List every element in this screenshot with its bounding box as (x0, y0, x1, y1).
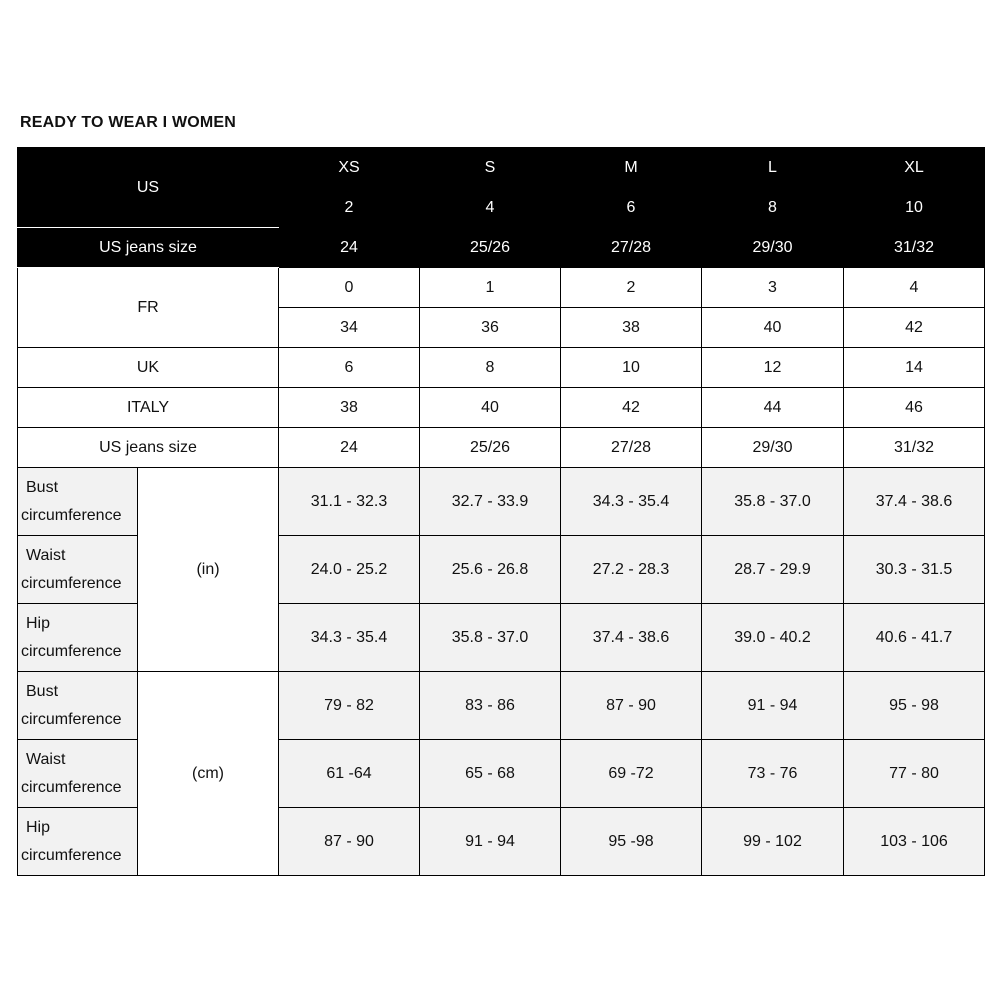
size-cell: 40 (702, 308, 844, 348)
measure-label-bust (18, 468, 138, 536)
row-us-jeans (18, 428, 985, 468)
measure-cell: 87 - 90 (279, 808, 420, 876)
size-cell: 3 (702, 268, 844, 308)
size-cell: 40 (420, 388, 561, 428)
measure-cell: 39.0 - 40.2 (702, 604, 844, 672)
row-label-us-jeans: US jeans size (18, 228, 279, 268)
measure-cell: 34.3 - 35.4 (279, 604, 420, 672)
measure-cell: 99 - 102 (702, 808, 844, 876)
measure-name: Waist (26, 750, 66, 768)
row-italy (18, 388, 985, 428)
measure-cell: 37.4 - 38.6 (561, 604, 702, 672)
measure-suffix: circumference (21, 778, 122, 796)
row-label-fr: FR (18, 268, 279, 348)
measure-cell: 95 - 98 (844, 672, 985, 740)
row-label-us-jeans-2: US jeans size (18, 428, 279, 468)
measure-cell: 103 - 106 (844, 808, 985, 876)
measure-cell: 73 - 76 (702, 740, 844, 808)
measure-label-waist (18, 536, 138, 604)
size-cell: 29/30 (702, 228, 844, 268)
size-chart-table (17, 147, 985, 876)
measure-cell: 69 -72 (561, 740, 702, 808)
row-label-us: US (18, 148, 279, 228)
measure-suffix: circumference (21, 642, 122, 660)
size-cell: 46 (844, 388, 985, 428)
measure-suffix: circumference (21, 846, 122, 864)
measure-cell: 32.7 - 33.9 (420, 468, 561, 536)
measure-name: Hip (26, 614, 51, 632)
measure-cell: 25.6 - 26.8 (420, 536, 561, 604)
size-cell: 38 (561, 308, 702, 348)
size-cell: 25/26 (420, 228, 561, 268)
measure-cell: 87 - 90 (561, 672, 702, 740)
size-cell: 31/32 (844, 428, 985, 468)
size-cell: 44 (702, 388, 844, 428)
size-cell: L (702, 148, 844, 188)
measure-cell: 77 - 80 (844, 740, 985, 808)
measure-name: Bust (26, 478, 59, 496)
size-cell: 10 (844, 188, 985, 228)
measure-cell: 31.1 - 32.3 (279, 468, 420, 536)
size-cell: 34 (279, 308, 420, 348)
measure-cell: 83 - 86 (420, 672, 561, 740)
measure-cell: 24.0 - 25.2 (279, 536, 420, 604)
size-cell: 42 (844, 308, 985, 348)
row-label-uk: UK (18, 348, 279, 388)
size-cell: 27/28 (561, 428, 702, 468)
size-cell: 2 (561, 268, 702, 308)
row-bust-in (18, 468, 985, 536)
size-cell: 6 (279, 348, 420, 388)
row-fr-1 (18, 268, 985, 308)
measure-label-hip (18, 604, 138, 672)
size-cell: M (561, 148, 702, 188)
header-row-jeans (18, 228, 985, 268)
size-cell: 8 (702, 188, 844, 228)
size-cell: 1 (420, 268, 561, 308)
unit-label-in: (in) (138, 468, 279, 672)
measure-name: Bust (26, 682, 59, 700)
size-cell: S (420, 148, 561, 188)
measure-cell: 35.8 - 37.0 (420, 604, 561, 672)
measure-cell: 61 -64 (279, 740, 420, 808)
measure-cell: 30.3 - 31.5 (844, 536, 985, 604)
measure-label-waist (18, 740, 138, 808)
size-cell: 24 (279, 428, 420, 468)
size-cell: XL (844, 148, 985, 188)
size-cell: 29/30 (702, 428, 844, 468)
measure-cell: 65 - 68 (420, 740, 561, 808)
measure-suffix: circumference (21, 506, 122, 524)
measure-cell: 34.3 - 35.4 (561, 468, 702, 536)
page-title: READY TO WEAR I WOMEN (20, 114, 237, 131)
measure-name: Waist (26, 546, 66, 564)
measure-cell: 27.2 - 28.3 (561, 536, 702, 604)
measure-cell: 79 - 82 (279, 672, 420, 740)
measure-cell: 95 -98 (561, 808, 702, 876)
measure-cell: 91 - 94 (420, 808, 561, 876)
row-bust-cm (18, 672, 985, 740)
size-cell: 25/26 (420, 428, 561, 468)
unit-label-cm: (cm) (138, 672, 279, 876)
size-cell: 31/32 (844, 228, 985, 268)
size-cell: 8 (420, 348, 561, 388)
size-cell: 42 (561, 388, 702, 428)
measure-label-bust (18, 672, 138, 740)
size-cell: 0 (279, 268, 420, 308)
measure-suffix: circumference (21, 574, 122, 592)
size-cell: 14 (844, 348, 985, 388)
size-cell: 6 (561, 188, 702, 228)
size-cell: 12 (702, 348, 844, 388)
header-row-letter-sizes (18, 148, 985, 188)
size-cell: XS (279, 148, 420, 188)
measure-cell: 28.7 - 29.9 (702, 536, 844, 604)
size-cell: 4 (420, 188, 561, 228)
size-cell: 27/28 (561, 228, 702, 268)
size-cell: 38 (279, 388, 420, 428)
size-cell: 24 (279, 228, 420, 268)
size-cell: 10 (561, 348, 702, 388)
row-uk (18, 348, 985, 388)
measure-cell: 91 - 94 (702, 672, 844, 740)
measure-suffix: circumference (21, 710, 122, 728)
measure-cell: 37.4 - 38.6 (844, 468, 985, 536)
measure-name: Hip (26, 818, 51, 836)
size-cell: 2 (279, 188, 420, 228)
measure-cell: 40.6 - 41.7 (844, 604, 985, 672)
measure-cell: 35.8 - 37.0 (702, 468, 844, 536)
row-label-italy: ITALY (18, 388, 279, 428)
measure-label-hip (18, 808, 138, 876)
size-cell: 36 (420, 308, 561, 348)
size-cell: 4 (844, 268, 985, 308)
